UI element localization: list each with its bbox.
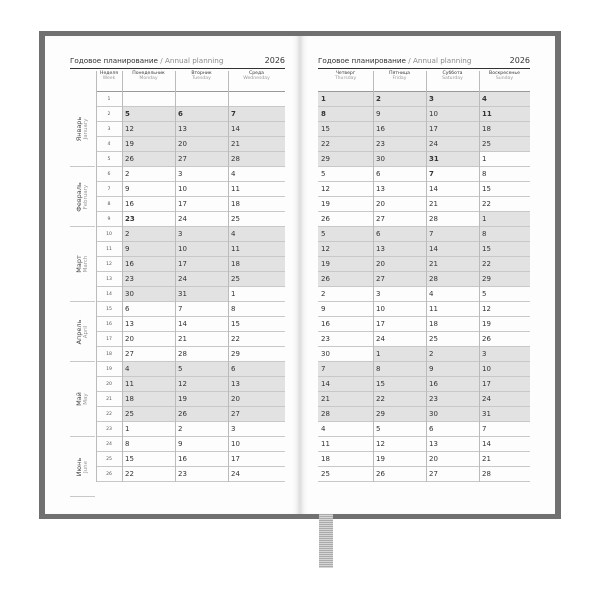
left-page bbox=[45, 36, 300, 514]
day-cell: 4 bbox=[479, 92, 530, 106]
day-cell: 2 bbox=[426, 347, 479, 361]
day-cell: 1 bbox=[318, 92, 373, 106]
day-cell: 17 bbox=[479, 377, 530, 391]
day-cell: 20 bbox=[429, 455, 438, 463]
column-header-ru: Неделя bbox=[100, 71, 118, 76]
day-cell: 18 bbox=[228, 257, 285, 271]
day-cell: 27 bbox=[373, 272, 426, 286]
week-number: 18 bbox=[106, 352, 112, 357]
day-cell: 22 bbox=[482, 200, 491, 208]
day-cell: 22 bbox=[479, 257, 530, 271]
day-cell: 7 bbox=[318, 362, 373, 376]
day-cell: 1 bbox=[125, 425, 130, 433]
title-separator: / bbox=[408, 56, 411, 65]
week-number: 3 bbox=[107, 127, 111, 132]
week-number: 14 bbox=[106, 292, 112, 297]
day-cell: 9 bbox=[373, 107, 426, 121]
day-cell: 9 bbox=[321, 305, 326, 313]
day-cell: 5 bbox=[175, 362, 228, 376]
day-cell: 5 bbox=[482, 290, 487, 298]
month-name bbox=[76, 319, 90, 344]
day-cell: 10 bbox=[426, 107, 479, 121]
day-cell: 17 bbox=[426, 122, 479, 136]
week-number: 8 bbox=[107, 202, 111, 207]
day-cell: 23 bbox=[426, 392, 479, 406]
day-cell: 22 bbox=[373, 392, 426, 406]
title-separator: / bbox=[160, 56, 163, 65]
day-cell: 3 bbox=[175, 227, 228, 241]
month-name-en: April bbox=[82, 325, 89, 338]
day-cell: 12 bbox=[122, 122, 175, 136]
column-divider bbox=[122, 71, 123, 482]
day-cell: 10 bbox=[175, 242, 228, 256]
day-cell: 2 bbox=[321, 290, 326, 298]
day-cell: 22 bbox=[231, 335, 240, 343]
week-number: 15 bbox=[106, 307, 112, 312]
day-cell: 28 bbox=[482, 470, 491, 478]
column-header-ru: Пятница bbox=[389, 71, 410, 76]
week-number: 5 bbox=[107, 157, 111, 162]
month-name-en: March bbox=[82, 255, 89, 273]
day-cell: 16 bbox=[373, 122, 426, 136]
day-cell: 2 bbox=[373, 92, 426, 106]
day-cell bbox=[175, 92, 228, 106]
day-cell: 17 bbox=[376, 320, 385, 328]
day-cell: 14 bbox=[482, 440, 491, 448]
day-cell: 31 bbox=[175, 287, 228, 301]
day-cell: 18 bbox=[429, 320, 438, 328]
title-en: Annual planning bbox=[164, 56, 224, 65]
day-cell: 13 bbox=[373, 242, 426, 256]
day-cell: 16 bbox=[321, 320, 330, 328]
day-cell: 19 bbox=[175, 392, 228, 406]
column-header-ru: Воскресенье bbox=[489, 71, 520, 76]
column-header-sunday bbox=[479, 71, 530, 91]
week-number: 24 bbox=[106, 442, 112, 447]
day-cell: 22 bbox=[318, 137, 373, 151]
day-cell: 16 bbox=[178, 455, 187, 463]
week-number: 10 bbox=[106, 232, 112, 237]
right-page bbox=[300, 36, 555, 514]
day-cell: 17 bbox=[178, 200, 187, 208]
day-cell: 14 bbox=[426, 242, 479, 256]
week-number: 23 bbox=[106, 427, 112, 432]
month-name-en: May bbox=[82, 393, 89, 405]
day-cell: 15 bbox=[373, 377, 426, 391]
day-cell: 15 bbox=[482, 185, 491, 193]
day-cell: 31 bbox=[479, 407, 530, 421]
week-number: 21 bbox=[106, 397, 112, 402]
day-cell: 29 bbox=[373, 407, 426, 421]
column-divider bbox=[228, 71, 229, 482]
month-name-ru: Февраль bbox=[74, 181, 83, 212]
year: 2026 bbox=[509, 56, 530, 65]
column-header-wednesday bbox=[228, 71, 285, 91]
day-cell: 23 bbox=[321, 335, 330, 343]
day-cell: 14 bbox=[429, 185, 438, 193]
day-cell: 8 bbox=[479, 227, 530, 241]
day-cell: 11 bbox=[479, 107, 530, 121]
day-cell: 27 bbox=[175, 152, 228, 166]
day-cell: 27 bbox=[125, 350, 134, 358]
day-cell: 16 bbox=[125, 200, 134, 208]
day-cell: 29 bbox=[318, 152, 373, 166]
day-cell bbox=[122, 92, 175, 106]
day-cell: 25 bbox=[479, 137, 530, 151]
month-name-ru: Март bbox=[74, 255, 83, 273]
day-cell: 12 bbox=[376, 440, 385, 448]
day-cell: 26 bbox=[318, 272, 373, 286]
day-cell: 10 bbox=[376, 305, 385, 313]
day-cell: 21 bbox=[482, 455, 491, 463]
day-cell: 6 bbox=[429, 425, 434, 433]
day-cell: 12 bbox=[318, 242, 373, 256]
day-cell: 15 bbox=[125, 455, 134, 463]
day-cell: 6 bbox=[376, 170, 381, 178]
day-cell: 8 bbox=[482, 170, 487, 178]
column-header-en: Thursday bbox=[334, 76, 357, 82]
column-header-en: Sunday bbox=[495, 76, 514, 82]
day-cell: 13 bbox=[125, 320, 134, 328]
column-divider bbox=[426, 71, 427, 482]
day-cell: 4 bbox=[321, 425, 326, 433]
month-name bbox=[76, 182, 90, 212]
day-cell: 25 bbox=[429, 335, 438, 343]
day-cell: 19 bbox=[318, 257, 373, 271]
day-cell: 6 bbox=[373, 227, 426, 241]
day-cell: 30 bbox=[426, 407, 479, 421]
day-cell: 5 bbox=[318, 227, 373, 241]
column-divider bbox=[479, 71, 480, 482]
day-cell: 12 bbox=[321, 185, 330, 193]
week-number: 25 bbox=[106, 457, 112, 462]
day-cell: 10 bbox=[178, 185, 187, 193]
day-cell: 4 bbox=[228, 227, 285, 241]
column-divider bbox=[96, 71, 97, 482]
day-cell: 6 bbox=[228, 362, 285, 376]
day-cell: 10 bbox=[231, 440, 240, 448]
day-cell: 19 bbox=[482, 320, 491, 328]
day-cell: 14 bbox=[228, 122, 285, 136]
column-header-ru: Четверг bbox=[335, 71, 356, 76]
month-label-january bbox=[70, 92, 95, 167]
year: 2026 bbox=[264, 56, 285, 65]
week-number: 2 bbox=[107, 112, 111, 117]
day-cell: 7 bbox=[426, 227, 479, 241]
day-cell: 30 bbox=[373, 152, 426, 166]
day-cell: 8 bbox=[125, 440, 130, 448]
week-number: 12 bbox=[106, 262, 112, 267]
month-name-en: February bbox=[82, 184, 89, 209]
month-name-en: June bbox=[82, 460, 89, 473]
column-header-ru: Понедельник bbox=[132, 71, 165, 76]
month-name bbox=[76, 457, 90, 475]
day-cell: 28 bbox=[178, 350, 187, 358]
day-cell: 24 bbox=[479, 392, 530, 406]
header-rule bbox=[318, 68, 530, 69]
day-cell: 15 bbox=[479, 242, 530, 256]
day-cell: 23 bbox=[125, 215, 135, 223]
day-cell: 6 bbox=[125, 305, 130, 313]
title-ru: Годовое планирование bbox=[318, 56, 406, 65]
column-header-ru: Суббота bbox=[442, 71, 463, 76]
day-cell: 11 bbox=[429, 305, 438, 313]
day-cell: 21 bbox=[178, 335, 187, 343]
day-cell: 9 bbox=[426, 362, 479, 376]
week-number: 22 bbox=[106, 412, 112, 417]
day-cell: 21 bbox=[228, 137, 285, 151]
column-header-saturday bbox=[426, 71, 479, 91]
day-cell: 7 bbox=[482, 425, 487, 433]
week-number: 4 bbox=[107, 142, 111, 147]
week-number: 13 bbox=[106, 277, 112, 282]
day-cell: 16 bbox=[122, 257, 175, 271]
week-number: 16 bbox=[106, 322, 112, 327]
day-cell: 2 bbox=[178, 425, 183, 433]
day-cell: 3 bbox=[178, 170, 183, 178]
day-cell: 20 bbox=[175, 137, 228, 151]
title-en: Annual planning bbox=[412, 56, 472, 65]
month-label-june bbox=[70, 437, 95, 497]
day-cell: 1 bbox=[373, 347, 426, 361]
day-cell: 24 bbox=[178, 215, 187, 223]
day-cell: 29 bbox=[231, 350, 240, 358]
day-cell: 26 bbox=[376, 470, 385, 478]
column-header-en: Saturday bbox=[442, 76, 463, 82]
day-cell: 18 bbox=[231, 200, 240, 208]
day-cell: 15 bbox=[231, 320, 240, 328]
day-cell: 4 bbox=[429, 290, 434, 298]
week-number: 20 bbox=[106, 382, 112, 387]
day-cell: 12 bbox=[175, 377, 228, 391]
week-number: 19 bbox=[106, 367, 112, 372]
column-header-en: Friday bbox=[392, 76, 407, 82]
month-label-may bbox=[70, 362, 95, 437]
day-cell: 14 bbox=[318, 377, 373, 391]
column-header-monday bbox=[122, 71, 175, 91]
day-cell: 28 bbox=[228, 152, 285, 166]
day-cell: 3 bbox=[231, 425, 236, 433]
column-divider bbox=[175, 71, 176, 482]
week-number: 11 bbox=[106, 247, 112, 252]
month-name-ru: Июнь bbox=[74, 457, 83, 476]
month-name-ru: Май bbox=[74, 392, 83, 406]
day-cell: 5 bbox=[321, 170, 326, 178]
day-cell: 5 bbox=[376, 425, 381, 433]
day-cell: 26 bbox=[175, 407, 228, 421]
day-cell: 24 bbox=[231, 470, 240, 478]
day-cell: 13 bbox=[175, 122, 228, 136]
day-cell: 15 bbox=[318, 122, 373, 136]
month-label-april bbox=[70, 302, 95, 362]
month-label-march bbox=[70, 227, 95, 302]
day-cell: 3 bbox=[479, 347, 530, 361]
day-cell: 16 bbox=[426, 377, 479, 391]
day-cell: 17 bbox=[231, 455, 240, 463]
day-cell: 29 bbox=[479, 272, 530, 286]
day-cell: 10 bbox=[479, 362, 530, 376]
day-cell: 3 bbox=[376, 290, 381, 298]
month-name bbox=[76, 117, 90, 142]
day-cell: 25 bbox=[122, 407, 175, 421]
column-header-tuesday bbox=[175, 71, 228, 91]
day-cell: 13 bbox=[376, 185, 385, 193]
day-cell: 8 bbox=[373, 362, 426, 376]
day-cell: 21 bbox=[426, 257, 479, 271]
day-cell: 8 bbox=[318, 107, 373, 121]
day-cell: 11 bbox=[228, 242, 285, 256]
day-cell: 24 bbox=[426, 137, 479, 151]
header-rule bbox=[70, 68, 285, 69]
day-cell: 22 bbox=[125, 470, 134, 478]
day-cell: 4 bbox=[122, 362, 175, 376]
day-cell: 26 bbox=[122, 152, 175, 166]
column-header-en: Week bbox=[102, 76, 116, 82]
day-cell: 5 bbox=[122, 107, 175, 121]
week-number: 1 bbox=[107, 97, 111, 102]
day-cell: 20 bbox=[228, 392, 285, 406]
day-cell: 7 bbox=[178, 305, 183, 313]
day-cell: 24 bbox=[175, 272, 228, 286]
day-cell: 8 bbox=[231, 305, 236, 313]
day-cell: 4 bbox=[231, 170, 236, 178]
column-header-ru: Среда bbox=[249, 71, 264, 76]
column-header-en: Monday bbox=[139, 76, 158, 82]
day-cell: 31 bbox=[426, 152, 479, 166]
day-cell: 28 bbox=[426, 272, 479, 286]
month-name bbox=[76, 255, 90, 273]
day-cell: 11 bbox=[231, 185, 240, 193]
month-name-en: January bbox=[82, 118, 89, 140]
day-cell: 30 bbox=[122, 287, 175, 301]
day-cell: 25 bbox=[321, 470, 330, 478]
day-cell: 23 bbox=[178, 470, 187, 478]
day-cell: 20 bbox=[376, 200, 385, 208]
day-cell: 27 bbox=[376, 215, 385, 223]
month-name bbox=[76, 392, 90, 406]
month-name-ru: Январь bbox=[74, 116, 83, 142]
day-cell: 2 bbox=[125, 170, 130, 178]
week-number: 9 bbox=[107, 217, 111, 222]
day-cell: 19 bbox=[321, 200, 330, 208]
day-cell: 23 bbox=[122, 272, 175, 286]
day-cell: 26 bbox=[321, 215, 330, 223]
day-cell: 26 bbox=[482, 335, 491, 343]
month-label-february bbox=[70, 167, 95, 227]
day-cell: 12 bbox=[482, 305, 491, 313]
day-cell: 23 bbox=[373, 137, 426, 151]
week-number: 17 bbox=[106, 337, 112, 342]
day-cell: 14 bbox=[178, 320, 187, 328]
column-header-thursday bbox=[318, 71, 373, 91]
day-cell: 3 bbox=[426, 92, 479, 106]
day-cell: 18 bbox=[321, 455, 330, 463]
day-cell: 19 bbox=[376, 455, 385, 463]
day-cell: 1 bbox=[479, 212, 530, 226]
day-cell: 2 bbox=[122, 227, 175, 241]
day-cell: 21 bbox=[429, 200, 438, 208]
day-cell: 13 bbox=[429, 440, 438, 448]
day-cell: 6 bbox=[175, 107, 228, 121]
day-cell: 9 bbox=[122, 242, 175, 256]
day-cell: 17 bbox=[175, 257, 228, 271]
week-number: 26 bbox=[106, 472, 112, 477]
day-cell: 25 bbox=[228, 272, 285, 286]
day-cell: 1 bbox=[482, 155, 487, 163]
day-cell: 20 bbox=[125, 335, 134, 343]
day-cell: 21 bbox=[318, 392, 373, 406]
bookmark-ribbon bbox=[319, 514, 333, 568]
column-header-en: Tuesday bbox=[192, 76, 211, 82]
column-header-ru: Вторник bbox=[191, 71, 212, 76]
day-cell: 13 bbox=[228, 377, 285, 391]
day-cell: 19 bbox=[122, 137, 175, 151]
day-cell: 25 bbox=[231, 215, 240, 223]
week-number: 7 bbox=[107, 187, 111, 192]
day-cell bbox=[228, 92, 285, 106]
day-cell: 1 bbox=[231, 290, 236, 298]
day-cell: 9 bbox=[125, 185, 130, 193]
day-cell: 20 bbox=[373, 257, 426, 271]
column-header-week bbox=[96, 71, 122, 91]
day-cell: 28 bbox=[318, 407, 373, 421]
month-name-ru: Апрель bbox=[74, 319, 83, 344]
day-cell: 18 bbox=[479, 122, 530, 136]
day-cell: 24 bbox=[376, 335, 385, 343]
day-cell: 30 bbox=[321, 350, 330, 358]
title-ru: Годовое планирование bbox=[70, 56, 158, 65]
day-cell: 9 bbox=[178, 440, 183, 448]
column-divider bbox=[373, 71, 374, 482]
column-header-friday bbox=[373, 71, 426, 91]
week-number: 6 bbox=[107, 172, 111, 177]
day-cell: 18 bbox=[122, 392, 175, 406]
day-cell: 7 bbox=[429, 170, 434, 178]
day-cell: 7 bbox=[228, 107, 285, 121]
day-cell: 27 bbox=[429, 470, 438, 478]
day-cell: 11 bbox=[122, 377, 175, 391]
day-cell: 28 bbox=[429, 215, 438, 223]
column-header-en: Wednesday bbox=[243, 76, 270, 82]
day-cell: 11 bbox=[321, 440, 330, 448]
day-cell: 27 bbox=[228, 407, 285, 421]
